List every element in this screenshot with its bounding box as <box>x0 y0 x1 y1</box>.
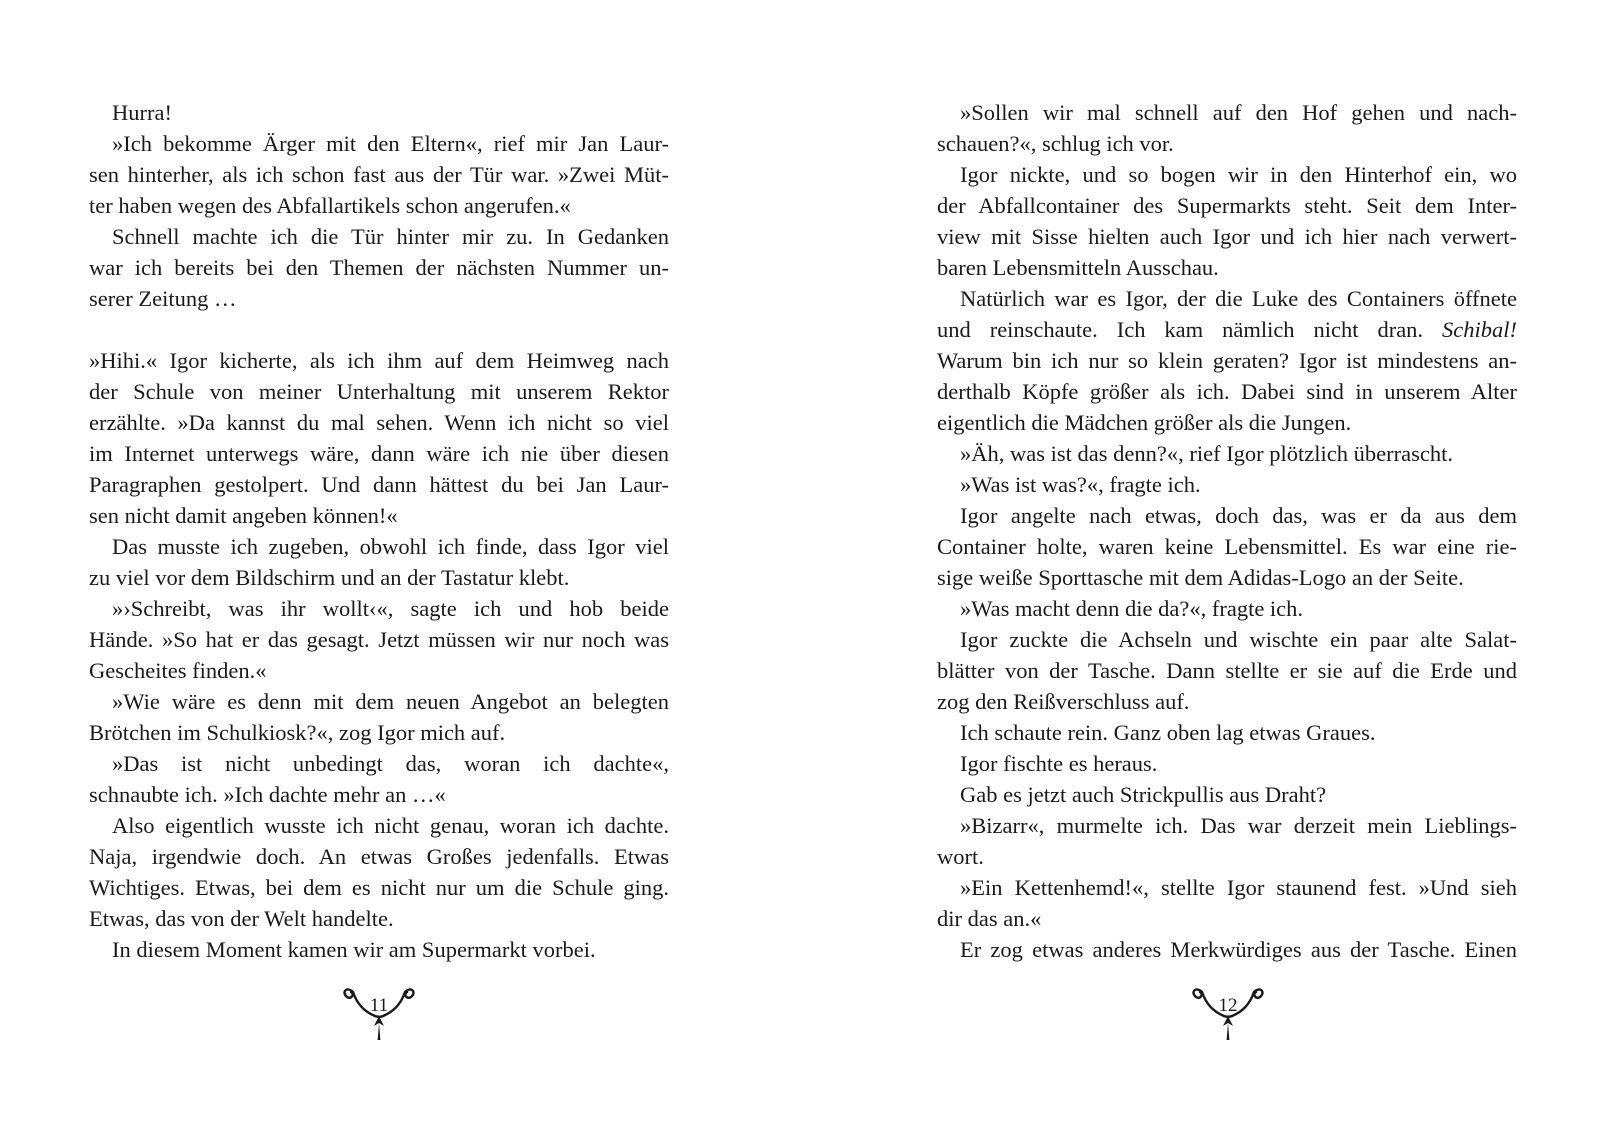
text-line: In diesem Moment kamen wir am Supermarkt vorbei. <box>112 937 596 962</box>
text-line: Paragraphen gestolpert. Und dann hättest du bei Jan Laur- <box>89 472 669 497</box>
text-line: der Abfallcontainer des Supermarkts steht. Seit dem Inter- <box>937 193 1517 218</box>
text-line: »Ich bekomme Ärger mit den Eltern«, rief mir Jan Laur- <box>112 131 669 156</box>
text-line: sen hinterher, als ich schon fast aus der Tür war. »Zwei Müt- <box>89 162 669 187</box>
text-line: Also eigentlich wusste ich nicht genau, woran ich dachte. <box>112 813 669 838</box>
flourish-icon <box>1188 982 1268 1062</box>
text-line: »Was macht denn die da?«, fragte ich. <box>960 596 1304 621</box>
text-line: Hurra! <box>112 100 172 125</box>
text-line: »Was ist was?«, fragte ich. <box>960 472 1201 497</box>
text-line: zog den Reißverschluss auf. <box>937 689 1190 714</box>
text-line: baren Lebensmitteln Ausschau. <box>937 255 1219 280</box>
text-line: zu viel vor dem Bildschirm und an der Tastatur klebt. <box>89 565 570 590</box>
text-line: und reinschaute. Ich kam nämlich nicht dran. Schibal! <box>937 317 1517 342</box>
text-line: »Wie wäre es denn mit dem neuen Angebot an belegten <box>112 689 669 714</box>
text-line: Igor nickte, und so bogen wir in den Hinterhof ein, wo <box>960 162 1517 187</box>
text-line: Schnell machte ich die Tür hinter mir zu. In Gedanken <box>112 224 669 249</box>
text-line: Er zog etwas anderes Merkwürdiges aus der Tasche. Einen <box>960 937 1517 962</box>
text-line: blätter von der Tasche. Dann stellte er sie auf die Erde und <box>937 658 1517 683</box>
text-line: Brötchen im Schulkiosk?«, zog Igor mich auf. <box>89 720 506 745</box>
text-line: Ich schaute rein. Ganz oben lag etwas Graues. <box>960 720 1376 745</box>
text-line: »Ein Kettenhemd!«, stellte Igor staunend fest. »Und sieh <box>960 875 1517 900</box>
text-line: »Sollen wir mal schnell auf den Hof gehen und nach- <box>960 100 1517 125</box>
text-line: sen nicht damit angeben können!« <box>89 503 398 528</box>
text-line: Das musste ich zugeben, obwohl ich finde, dass Igor viel <box>112 534 669 559</box>
text-line: Igor angelte nach etwas, doch das, was er da aus dem <box>960 503 1517 528</box>
text-line: ter haben wegen des Abfallartikels schon angerufen.« <box>89 193 571 218</box>
text-line: derthalb Köpfe größer als ich. Dabei sind in unserem Alter <box>937 379 1517 404</box>
text-line: »Das ist nicht unbedingt das, woran ich dachte«, <box>112 751 669 776</box>
blank-line <box>89 314 669 345</box>
text-line: Igor zuckte die Achseln und wischte ein paar alte Salat- <box>960 627 1517 652</box>
text-line: im Internet unterwegs wäre, dann wäre ich nie über diesen <box>89 441 669 466</box>
page-number-ornament <box>1188 982 1268 1062</box>
page-number: 12 <box>1218 995 1238 1016</box>
text-line: serer Zeitung … <box>89 286 237 311</box>
right-page <box>937 97 1517 965</box>
text-line: Container holte, waren keine Lebensmittel. Es war eine rie- <box>937 534 1517 559</box>
text-line: der Schule von meiner Unterhaltung mit unserem Rektor <box>89 379 669 404</box>
text-line: Hände. »So hat er das gesagt. Jetzt müssen wir nur noch was <box>89 627 669 652</box>
text-line: sige weiße Sporttasche mit dem Adidas-Logo an der Seite. <box>937 565 1464 590</box>
text-line: Igor fischte es heraus. <box>960 751 1158 776</box>
page-number-ornament <box>339 982 419 1062</box>
text-line: Gab es jetzt auch Strickpullis aus Draht? <box>960 782 1327 807</box>
text-line: war ich bereits bei den Themen der nächsten Nummer un- <box>89 255 669 280</box>
text-line: »Bizarr«, murmelte ich. Das war derzeit mein Lieblings- <box>960 813 1517 838</box>
text-line: dir das an.« <box>937 906 1042 931</box>
text-line: view mit Sisse hielten auch Igor und ich hier nach verwert- <box>937 224 1517 249</box>
text-line: schauen?«, schlug ich vor. <box>937 131 1174 156</box>
flourish-icon <box>339 982 419 1062</box>
text-line: wort. <box>937 844 984 869</box>
text-line: »›Schreibt, was ihr wollt‹«, sagte ich und hob beide <box>112 596 669 621</box>
text-line: Etwas, das von der Welt handelte. <box>89 906 394 931</box>
text-line: Wichtiges. Etwas, bei dem es nicht nur um die Schule ging. <box>89 875 669 900</box>
text-line: »Äh, was ist das denn?«, rief Igor plötzlich überrascht. <box>960 441 1453 466</box>
text-line: Naja, irgendwie doch. An etwas Großes jedenfalls. Etwas <box>89 844 669 869</box>
text-line: Gescheites finden.« <box>89 658 267 683</box>
text-line: schnaubte ich. »Ich dachte mehr an …« <box>89 782 446 807</box>
text-line: eigentlich die Mädchen größer als die Jungen. <box>937 410 1352 435</box>
text-line: erzählte. »Da kannst du mal sehen. Wenn ich nicht so viel <box>89 410 669 435</box>
text-line: Natürlich war es Igor, der die Luke des Containers öffnete <box>960 286 1517 311</box>
text-line: Warum bin ich nur so klein geraten? Igor ist mindestens an- <box>937 348 1517 373</box>
italic-word: Schibal! <box>1442 317 1517 342</box>
left-page <box>89 97 669 965</box>
text-line: »Hihi.« Igor kicherte, als ich ihm auf dem Heimweg nach <box>89 348 669 373</box>
page-number: 11 <box>369 995 389 1016</box>
